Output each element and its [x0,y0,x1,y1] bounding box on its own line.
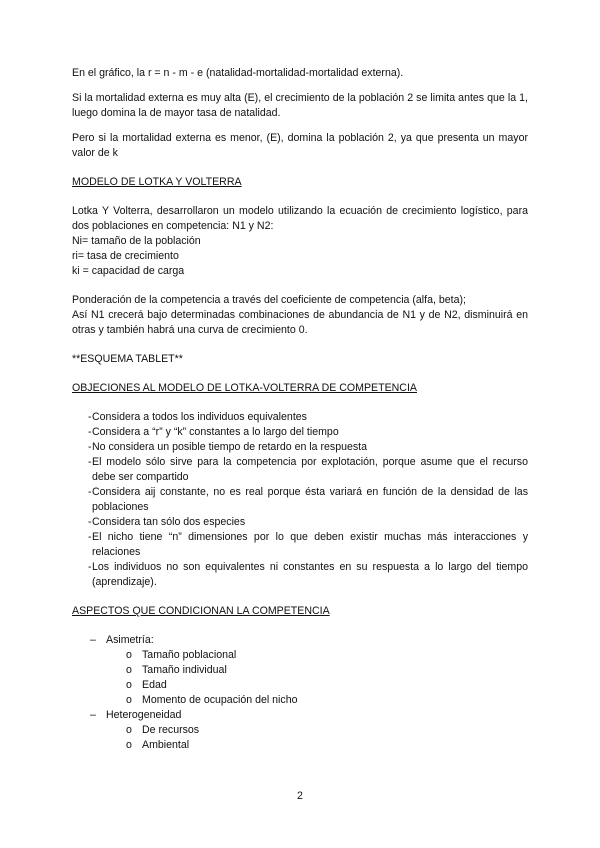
page-number: 2 [297,790,303,802]
intro-paragraph-3: Pero si la mortalidad externa es menor, (E), domina la población 2, ya que presenta un mayor valor de k [72,132,528,159]
intro-paragraph-1: En el gráfico, la r = n - m - e (natalidad-mortalidad-mortalidad externa). [72,67,404,79]
aspects-heading: ASPECTOS QUE CONDICIONAN LA COMPETENCIA [72,605,330,617]
lotka-ri-definition: ri= tasa de crecimiento [72,250,179,262]
heterogeneity-sublist [106,723,528,753]
lotka-weighting: Ponderación de la competencia a través del coeficiente de competencia (alfa, beta); [72,294,466,306]
objections-heading: OBJECIONES AL MODELO DE LOTKA-VOLTERRA DE COMPETENCIA [72,382,417,394]
list-item: o Tamaño poblacional [106,648,528,663]
asymmetry-sublist [106,648,528,708]
objections-list [72,410,528,590]
list-item: o Ambiental [106,738,528,753]
lotka-conclusion: Así N1 crecerá bajo determinadas combinaciones de abundancia de N1 y de N2, disminuirá en otras y también habrá una curva de crecimiento 0. [72,309,528,336]
tablet-note: **ESQUEMA TABLET** [72,353,183,365]
list-item: - Considera aij constante, no es real porque ésta variará en función de la densidad de las poblaciones [72,485,528,515]
list-item: o Tamaño individual [106,663,528,678]
list-item: - Los individuos no son equivalentes ni constantes en su respuesta a lo largo del tiempo (aprendizaje). [72,560,528,590]
list-item: o Edad [106,678,528,693]
lotka-ki-definition: ki = capacidad de carga [72,265,185,277]
aspect-group-label: Asimetría: [106,634,154,646]
aspect-group-label: Heterogeneidad [106,709,182,721]
lotka-heading: MODELO DE LOTKA Y VOLTERRA [72,176,242,188]
list-item: - El modelo sólo sirve para la competencia por explotación, porque asume que el recurso debe ser compartido [72,455,528,485]
intro-paragraph-2: Si la mortalidad externa es muy alta (E), el crecimiento de la población 2 se limita antes que la 1, luego domina la de mayor tasa de natalidad. [72,92,528,119]
lotka-description: Lotka Y Volterra, desarrollaron un modelo utilizando la ecuación de crecimiento logístico, para dos poblaciones en competencia: N1 y N2: [72,205,528,232]
lotka-ni-definition: Ni= tamaño de la población [72,235,201,247]
aspects-list [72,633,528,753]
list-item: - Considera a todos los individuos equivalentes [72,410,528,425]
list-item: o De recursos [106,723,528,738]
list-item: - El nicho tiene “n” dimensiones por lo que deben existir muchas más interacciones y relaciones [72,530,528,560]
aspect-group-asymmetry [72,633,528,708]
list-item: - No considera un posible tiempo de retardo en la respuesta [72,440,528,455]
document-page [72,66,528,753]
list-item: - Considera a “r” y “k” constantes a lo largo del tiempo [72,425,528,440]
aspect-group-heterogeneity [72,708,528,753]
list-item: o Momento de ocupación del nicho [106,693,528,708]
list-item: - Considera tan sólo dos especies [72,515,528,530]
